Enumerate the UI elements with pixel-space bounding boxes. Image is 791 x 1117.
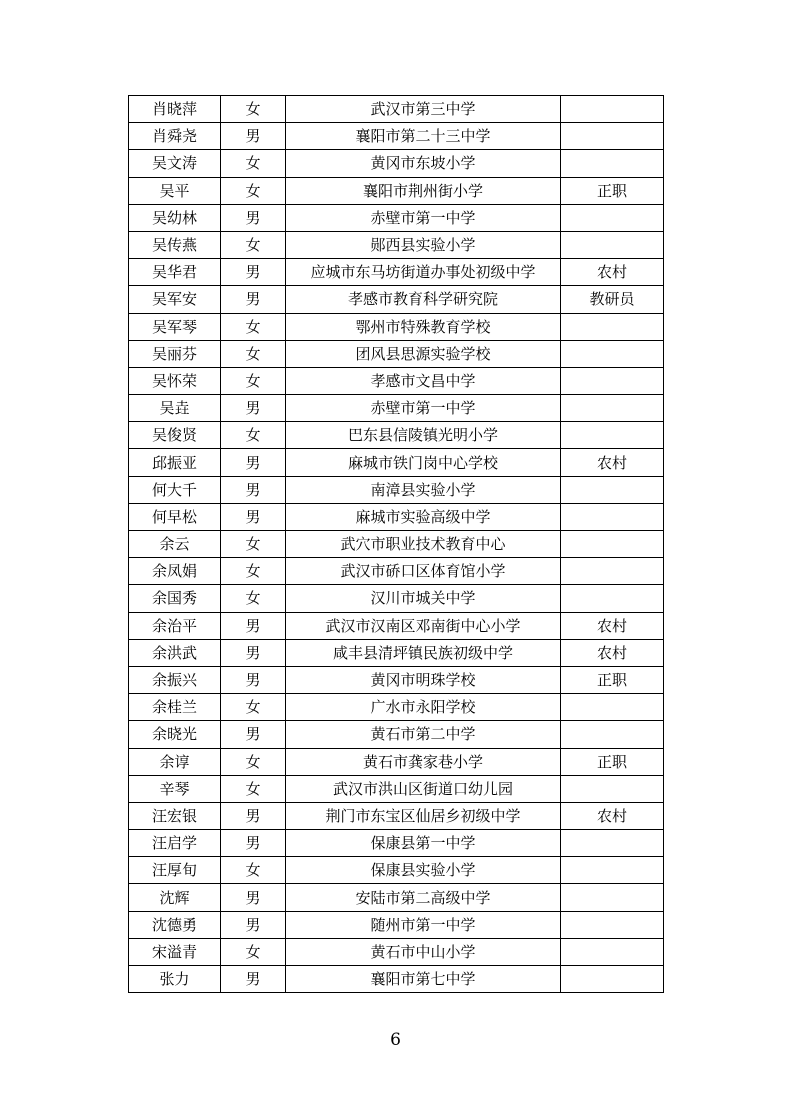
cell-gender: 男 <box>221 286 286 313</box>
cell-school: 武汉市洪山区街道口幼儿园 <box>286 775 561 802</box>
cell-name: 吴垚 <box>129 395 221 422</box>
cell-note: 农村 <box>561 259 664 286</box>
cell-name: 汪厚旬 <box>129 857 221 884</box>
cell-name: 汪启学 <box>129 830 221 857</box>
table-row <box>129 911 664 938</box>
cell-gender: 男 <box>221 612 286 639</box>
cell-gender: 女 <box>221 694 286 721</box>
table-row <box>129 313 664 340</box>
cell-gender: 女 <box>221 313 286 340</box>
cell-note: 正职 <box>561 177 664 204</box>
table-row <box>129 666 664 693</box>
cell-name: 邱振亚 <box>129 449 221 476</box>
cell-school: 武汉市硚口区体育馆小学 <box>286 558 561 585</box>
cell-school: 黄石市龚家巷小学 <box>286 748 561 775</box>
table-row <box>129 938 664 965</box>
cell-note <box>561 966 664 993</box>
cell-note <box>561 395 664 422</box>
cell-gender: 女 <box>221 857 286 884</box>
cell-school: 孝感市文昌中学 <box>286 367 561 394</box>
cell-note <box>561 123 664 150</box>
cell-school: 咸丰县清坪镇民族初级中学 <box>286 639 561 666</box>
cell-note: 正职 <box>561 666 664 693</box>
cell-note: 农村 <box>561 802 664 829</box>
cell-gender: 男 <box>221 884 286 911</box>
cell-gender: 男 <box>221 639 286 666</box>
cell-school: 黄石市第二中学 <box>286 721 561 748</box>
cell-note <box>561 911 664 938</box>
cell-name: 余桂兰 <box>129 694 221 721</box>
cell-note <box>561 884 664 911</box>
table-row <box>129 531 664 558</box>
cell-name: 吴文涛 <box>129 150 221 177</box>
cell-gender: 女 <box>221 422 286 449</box>
cell-school: 保康县实验小学 <box>286 857 561 884</box>
cell-school: 赤壁市第一中学 <box>286 204 561 231</box>
cell-school: 武穴市职业技术教育中心 <box>286 531 561 558</box>
cell-school: 麻城市实验高级中学 <box>286 503 561 530</box>
cell-note <box>561 503 664 530</box>
cell-school: 荆门市东宝区仙居乡初级中学 <box>286 802 561 829</box>
cell-school: 黄石市中山小学 <box>286 938 561 965</box>
cell-gender: 男 <box>221 476 286 503</box>
cell-name: 汪宏银 <box>129 802 221 829</box>
cell-school: 郧西县实验小学 <box>286 231 561 258</box>
cell-school: 鄂州市特殊教育学校 <box>286 313 561 340</box>
cell-name: 吴丽芬 <box>129 340 221 367</box>
cell-note: 农村 <box>561 449 664 476</box>
cell-note <box>561 150 664 177</box>
cell-note <box>561 721 664 748</box>
cell-name: 余晓光 <box>129 721 221 748</box>
cell-name: 辛琴 <box>129 775 221 802</box>
cell-school: 黄冈市东坡小学 <box>286 150 561 177</box>
table-row <box>129 694 664 721</box>
cell-school: 襄阳市第七中学 <box>286 966 561 993</box>
cell-gender: 男 <box>221 666 286 693</box>
table-row <box>129 503 664 530</box>
table-row <box>129 204 664 231</box>
table-row <box>129 150 664 177</box>
cell-school: 汉川市城关中学 <box>286 585 561 612</box>
cell-school: 随州市第一中学 <box>286 911 561 938</box>
cell-gender: 女 <box>221 367 286 394</box>
cell-note <box>561 96 664 123</box>
cell-note <box>561 422 664 449</box>
roster-table-body <box>129 96 664 993</box>
cell-note <box>561 531 664 558</box>
cell-name: 张力 <box>129 966 221 993</box>
table-row <box>129 802 664 829</box>
cell-name: 何大千 <box>129 476 221 503</box>
cell-name: 吴华君 <box>129 259 221 286</box>
cell-name: 余云 <box>129 531 221 558</box>
cell-note: 农村 <box>561 612 664 639</box>
table-row <box>129 966 664 993</box>
cell-gender: 男 <box>221 966 286 993</box>
cell-note: 农村 <box>561 639 664 666</box>
cell-school: 孝感市教育科学研究院 <box>286 286 561 313</box>
cell-gender: 女 <box>221 585 286 612</box>
cell-school: 广水市永阳学校 <box>286 694 561 721</box>
cell-note <box>561 938 664 965</box>
cell-gender: 男 <box>221 802 286 829</box>
cell-gender: 男 <box>221 830 286 857</box>
cell-name: 吴怀荣 <box>129 367 221 394</box>
table-row <box>129 449 664 476</box>
cell-school: 襄阳市第二十三中学 <box>286 123 561 150</box>
cell-gender: 女 <box>221 938 286 965</box>
cell-gender: 男 <box>221 449 286 476</box>
cell-name: 吴俊贤 <box>129 422 221 449</box>
cell-name: 余谆 <box>129 748 221 775</box>
table-row <box>129 259 664 286</box>
cell-name: 余凤娟 <box>129 558 221 585</box>
table-row <box>129 558 664 585</box>
table-row <box>129 830 664 857</box>
cell-note <box>561 694 664 721</box>
cell-gender: 女 <box>221 177 286 204</box>
cell-note <box>561 313 664 340</box>
cell-gender: 女 <box>221 231 286 258</box>
page-number: 6 <box>390 1030 401 1050</box>
cell-school: 赤壁市第一中学 <box>286 395 561 422</box>
cell-school: 武汉市汉南区邓南街中心小学 <box>286 612 561 639</box>
cell-gender: 男 <box>221 204 286 231</box>
cell-school: 应城市东马坊街道办事处初级中学 <box>286 259 561 286</box>
cell-gender: 男 <box>221 503 286 530</box>
cell-note <box>561 340 664 367</box>
table-row <box>129 612 664 639</box>
cell-note <box>561 476 664 503</box>
cell-school: 黄冈市明珠学校 <box>286 666 561 693</box>
cell-school: 巴东县信陵镇光明小学 <box>286 422 561 449</box>
table-row <box>129 96 664 123</box>
table-row <box>129 367 664 394</box>
cell-gender: 女 <box>221 340 286 367</box>
cell-name: 吴传燕 <box>129 231 221 258</box>
cell-name: 余国秀 <box>129 585 221 612</box>
cell-name: 吴幼林 <box>129 204 221 231</box>
cell-school: 团风县思源实验学校 <box>286 340 561 367</box>
table-row <box>129 775 664 802</box>
cell-note <box>561 204 664 231</box>
cell-name: 肖晓萍 <box>129 96 221 123</box>
table-row <box>129 231 664 258</box>
cell-name: 沈辉 <box>129 884 221 911</box>
cell-note <box>561 231 664 258</box>
table-row <box>129 857 664 884</box>
cell-gender: 女 <box>221 96 286 123</box>
table-row <box>129 476 664 503</box>
cell-name: 余振兴 <box>129 666 221 693</box>
cell-gender: 男 <box>221 123 286 150</box>
cell-name: 吴平 <box>129 177 221 204</box>
cell-gender: 女 <box>221 775 286 802</box>
cell-gender: 男 <box>221 721 286 748</box>
cell-note <box>561 857 664 884</box>
cell-note <box>561 585 664 612</box>
table-row <box>129 422 664 449</box>
cell-name: 肖舜尧 <box>129 123 221 150</box>
table-row <box>129 123 664 150</box>
cell-school: 保康县第一中学 <box>286 830 561 857</box>
table-row <box>129 177 664 204</box>
cell-note <box>561 367 664 394</box>
cell-gender: 女 <box>221 150 286 177</box>
cell-school: 南漳县实验小学 <box>286 476 561 503</box>
cell-gender: 男 <box>221 911 286 938</box>
table-row <box>129 721 664 748</box>
cell-school: 武汉市第三中学 <box>286 96 561 123</box>
cell-name: 宋溢青 <box>129 938 221 965</box>
cell-gender: 女 <box>221 748 286 775</box>
roster-table <box>128 95 664 993</box>
cell-gender: 女 <box>221 531 286 558</box>
cell-note <box>561 558 664 585</box>
table-row <box>129 639 664 666</box>
cell-name: 余洪武 <box>129 639 221 666</box>
cell-note: 正职 <box>561 748 664 775</box>
table-row <box>129 340 664 367</box>
cell-gender: 男 <box>221 395 286 422</box>
cell-note <box>561 830 664 857</box>
cell-name: 吴军琴 <box>129 313 221 340</box>
cell-name: 何早松 <box>129 503 221 530</box>
cell-name: 余治平 <box>129 612 221 639</box>
cell-name: 沈德勇 <box>129 911 221 938</box>
cell-school: 安陆市第二高级中学 <box>286 884 561 911</box>
cell-school: 襄阳市荆州街小学 <box>286 177 561 204</box>
cell-school: 麻城市铁门岗中心学校 <box>286 449 561 476</box>
cell-gender: 男 <box>221 259 286 286</box>
cell-name: 吴军安 <box>129 286 221 313</box>
cell-note <box>561 775 664 802</box>
table-row <box>129 286 664 313</box>
cell-note: 教研员 <box>561 286 664 313</box>
table-row <box>129 748 664 775</box>
cell-gender: 女 <box>221 558 286 585</box>
table-row <box>129 884 664 911</box>
table-row <box>129 395 664 422</box>
table-row <box>129 585 664 612</box>
